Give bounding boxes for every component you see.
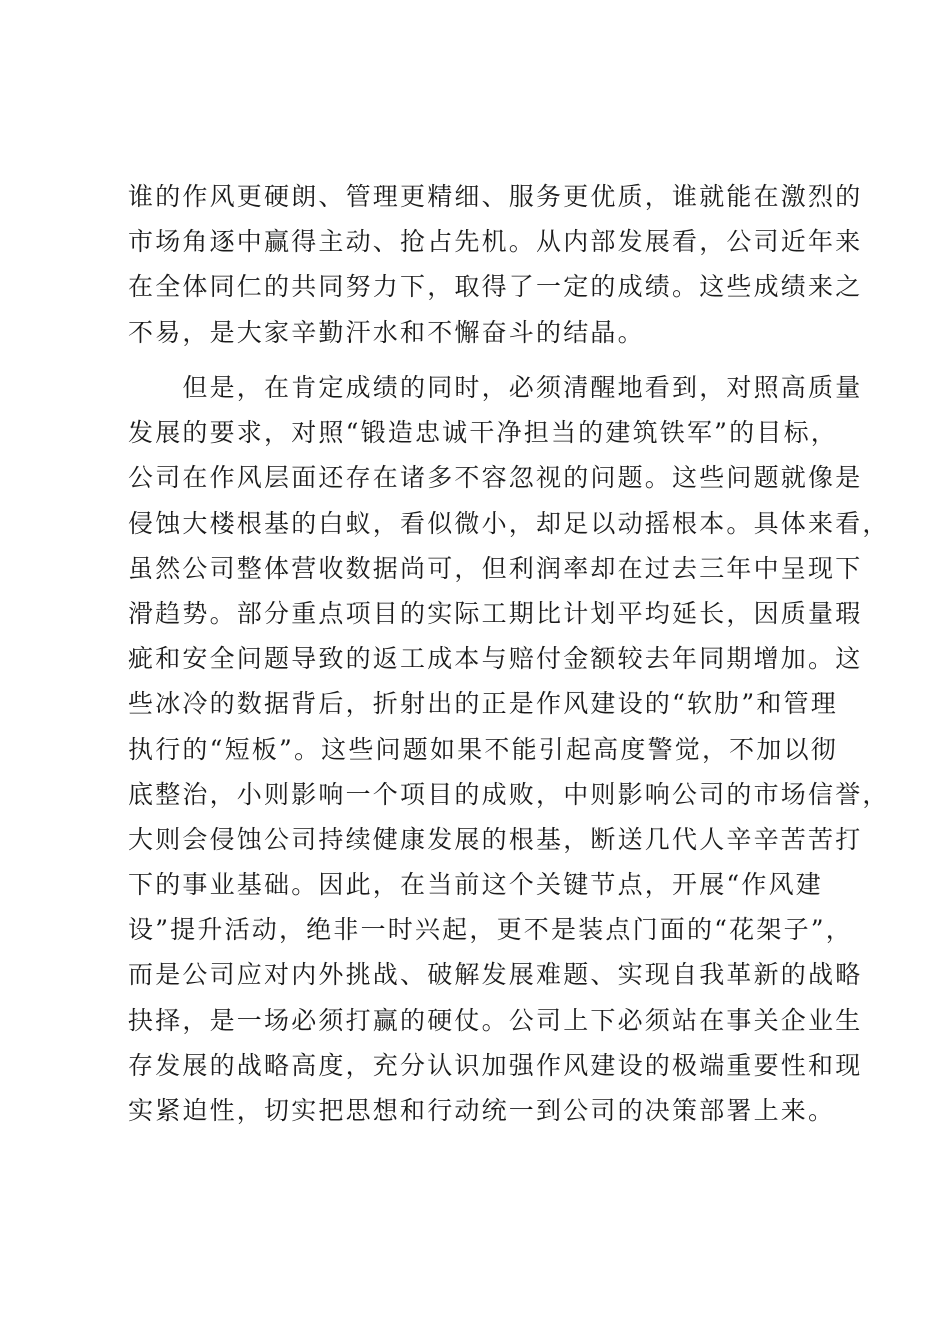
paragraph-line: 市场角逐中赢得主动、抢占先机。从内部发展看，公司近年来 <box>128 227 863 257</box>
paragraph-line: 谁的作风更硬朗、管理更精细、服务更优质，谁就能在激烈的 <box>128 182 863 211</box>
paragraph-line: 设”提升活动，绝非一时兴起，更不是装点门面的“花架子”， <box>128 915 853 945</box>
paragraph-line: 公司在作风层面还存在诸多不容忽视的问题。这些问题就像是 <box>128 463 863 493</box>
paragraph-line: 疵和安全问题导致的返工成本与赔付金额较去年同期增加。这 <box>128 644 863 674</box>
paragraph-line: 大则会侵蚀公司持续健康发展的根基，断送几代人辛辛苦苦打 <box>128 824 863 854</box>
paragraph-line: 发展的要求，对照“锻造忠诚干净担当的建筑铁军”的目标， <box>128 418 838 448</box>
paragraph-line: 存发展的战略高度，充分认识加强作风建设的极端重要性和现 <box>128 1050 863 1080</box>
paragraph-line: 而是公司应对内外挑战、破解发展难题、实现自我革新的战略 <box>128 960 863 990</box>
paragraph-line: 滑趋势。部分重点项目的实际工期比计划平均延长，因质量瑕 <box>128 598 863 628</box>
paragraph-line: 实紧迫性，切实把思想和行动统一到公司的决策部署上来。 <box>128 1096 836 1125</box>
paragraph-line: 执行的“短板”。这些问题如果不能引起高度警觉，不加以彻 <box>128 734 838 764</box>
paragraph-line: 虽然公司整体营收数据尚可，但利润率却在过去三年中呈现下 <box>128 553 863 583</box>
paragraph-1 <box>128 174 863 355</box>
paragraph-line: 不易，是大家辛勤汗水和不懈奋斗的结晶。 <box>128 317 645 347</box>
paragraph-line: 下的事业基础。因此，在当前这个关键节点，开展“作风建 <box>128 870 823 900</box>
paragraph-line: 底整治，小则影响一个项目的成败，中则影响公司的市场信誉， <box>128 779 890 809</box>
paragraph-line: 在全体同仁的共同努力下，取得了一定的成绩。这些成绩来之 <box>128 272 863 302</box>
paragraph-line: 些冰冷的数据背后，折射出的正是作风建设的“软肋”和管理 <box>128 689 838 719</box>
paragraph-line: 但是，在肯定成绩的同时，必须清醒地看到，对照高质量 <box>128 373 863 402</box>
paragraph-line: 侵蚀大楼根基的白蚁，看似微小，却足以动摇根本。具体来看， <box>128 508 890 538</box>
paragraph-line: 抉择，是一场必须打赢的硬仗。公司上下必须站在事关企业生 <box>128 1005 863 1035</box>
paragraph-2 <box>128 365 890 1133</box>
